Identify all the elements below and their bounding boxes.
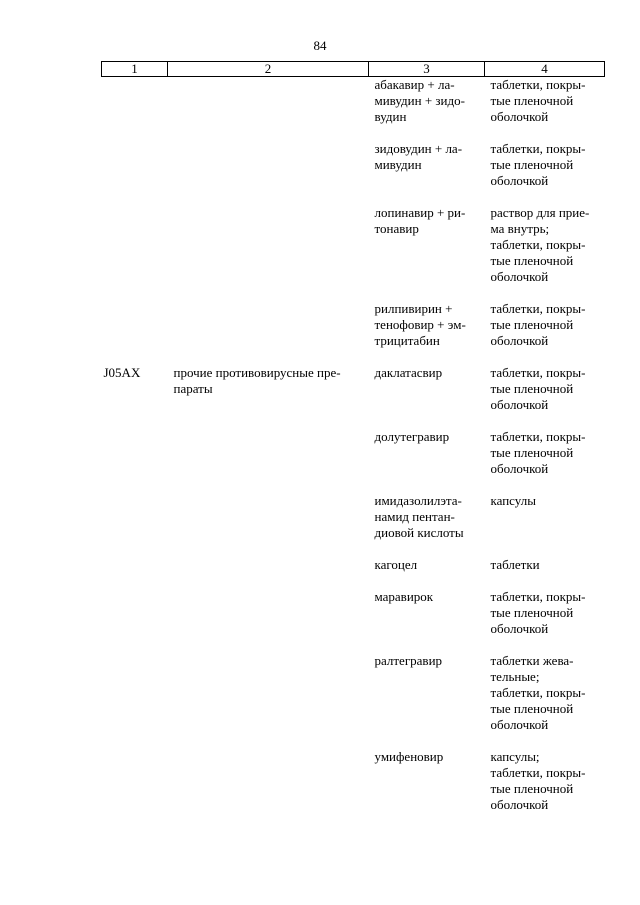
drug-name-cell bbox=[369, 749, 485, 829]
pharma-group-cell bbox=[168, 141, 369, 205]
cell-line: таблетки, покры- bbox=[490, 301, 586, 316]
cell-line: параты bbox=[173, 381, 213, 396]
cell-line: таблетки, покры- bbox=[490, 77, 586, 92]
drug-name-cell bbox=[369, 365, 485, 429]
drug-name-cell bbox=[369, 493, 485, 557]
table-row bbox=[102, 557, 605, 589]
pharma-group-cell bbox=[168, 77, 369, 142]
atc-code-cell: J05AX bbox=[103, 365, 141, 380]
cell-line: трицитабин bbox=[374, 333, 440, 348]
dosage-form-cell bbox=[485, 557, 605, 589]
cell-line: оболочкой bbox=[490, 397, 549, 412]
dosage-form-cell bbox=[485, 365, 605, 429]
cell-line: зидовудин + ла- bbox=[374, 141, 463, 156]
atc-code-cell bbox=[102, 301, 168, 365]
cell-line: таблетки, покры- bbox=[490, 365, 586, 380]
dosage-form-cell bbox=[485, 589, 605, 653]
header-col-4: 4 bbox=[485, 62, 605, 77]
header-col-3: 3 bbox=[369, 62, 485, 77]
cell-line: тые пленочной bbox=[490, 253, 574, 268]
dosage-form-cell bbox=[485, 205, 605, 301]
table-row bbox=[102, 77, 605, 142]
drug-name-cell bbox=[369, 557, 485, 589]
cell-line: диовой кислоты bbox=[374, 525, 464, 540]
table-row bbox=[102, 589, 605, 653]
cell-line: тые пленочной bbox=[490, 157, 574, 172]
atc-code-cell bbox=[102, 749, 168, 829]
drug-name-cell bbox=[369, 589, 485, 653]
cell-line: капсулы bbox=[490, 493, 536, 508]
table-row bbox=[102, 749, 605, 829]
cell-line: намид пентан- bbox=[374, 509, 455, 524]
table-row bbox=[102, 365, 605, 429]
dosage-form-cell bbox=[485, 749, 605, 829]
cell-line: оболочкой bbox=[490, 797, 549, 812]
pharma-group-cell bbox=[168, 749, 369, 829]
dosage-form-cell bbox=[485, 77, 605, 142]
cell-line: ма внутрь; bbox=[490, 221, 550, 236]
cell-line: умифеновир bbox=[374, 749, 444, 764]
cell-line: оболочкой bbox=[490, 621, 549, 636]
cell-line: оболочкой bbox=[490, 333, 549, 348]
cell-line: капсулы; bbox=[490, 749, 540, 764]
table-header bbox=[102, 62, 605, 77]
cell-line: тые пленочной bbox=[490, 93, 574, 108]
drug-table bbox=[101, 61, 605, 829]
pharma-group-cell bbox=[168, 493, 369, 557]
dosage-form-cell bbox=[485, 141, 605, 205]
cell-line: мивудин bbox=[374, 157, 422, 172]
cell-line: оболочкой bbox=[490, 461, 549, 476]
dosage-form-cell bbox=[485, 653, 605, 749]
cell-line: маравирок bbox=[374, 589, 434, 604]
drug-name-cell bbox=[369, 653, 485, 749]
cell-line: тые пленочной bbox=[490, 317, 574, 332]
atc-code-cell bbox=[102, 493, 168, 557]
cell-line: тые пленочной bbox=[490, 701, 574, 716]
cell-line: даклатасвир bbox=[374, 365, 443, 380]
cell-line: имидазолилэта- bbox=[374, 493, 462, 508]
pharma-group-cell bbox=[168, 589, 369, 653]
cell-line: раствор для прие- bbox=[490, 205, 590, 220]
table-row bbox=[102, 493, 605, 557]
table-row bbox=[102, 141, 605, 205]
cell-line: рилпивирин + bbox=[374, 301, 453, 316]
cell-line: оболочкой bbox=[490, 173, 549, 188]
cell-line: абакавир + ла- bbox=[374, 77, 455, 92]
cell-line: оболочкой bbox=[490, 269, 549, 284]
atc-code-cell bbox=[102, 589, 168, 653]
pharma-group-cell bbox=[168, 365, 369, 429]
cell-line: тонавир bbox=[374, 221, 419, 236]
atc-code-cell bbox=[102, 77, 168, 142]
cell-line: оболочкой bbox=[490, 717, 549, 732]
table-row bbox=[102, 301, 605, 365]
table-row bbox=[102, 205, 605, 301]
cell-line: таблетки, покры- bbox=[490, 429, 586, 444]
pharma-group-cell bbox=[168, 301, 369, 365]
cell-line: тые пленочной bbox=[490, 445, 574, 460]
cell-line: таблетки, покры- bbox=[490, 589, 586, 604]
cell-line: мивудин + зидо- bbox=[374, 93, 465, 108]
cell-line: оболочкой bbox=[490, 109, 549, 124]
page-number: 84 bbox=[313, 38, 327, 53]
cell-line: кагоцел bbox=[374, 557, 418, 572]
table-row bbox=[102, 429, 605, 493]
cell-line: тые пленочной bbox=[490, 781, 574, 796]
pharma-group-cell bbox=[168, 653, 369, 749]
dosage-form-cell bbox=[485, 493, 605, 557]
dosage-form-cell bbox=[485, 301, 605, 365]
cell-line: таблетки bbox=[490, 557, 540, 572]
table-body bbox=[102, 77, 605, 830]
cell-line: лопинавир + ри- bbox=[374, 205, 466, 220]
cell-line: тые пленочной bbox=[490, 381, 574, 396]
pharma-group-cell bbox=[168, 205, 369, 301]
cell-line: таблетки, покры- bbox=[490, 141, 586, 156]
cell-line: таблетки, покры- bbox=[490, 765, 586, 780]
atc-code-cell bbox=[102, 429, 168, 493]
cell-line: таблетки жева- bbox=[490, 653, 574, 668]
cell-line: таблетки, покры- bbox=[490, 237, 586, 252]
atc-code-cell bbox=[102, 653, 168, 749]
cell-line: прочие противовирусные пре- bbox=[173, 365, 341, 380]
atc-code-cell bbox=[102, 557, 168, 589]
drug-name-cell bbox=[369, 301, 485, 365]
table-row bbox=[102, 653, 605, 749]
drug-name-cell bbox=[369, 141, 485, 205]
header-col-1: 1 bbox=[102, 62, 168, 77]
drug-name-cell bbox=[369, 77, 485, 142]
cell-line: вудин bbox=[374, 109, 407, 124]
cell-line: тенофовир + эм- bbox=[374, 317, 466, 332]
drug-name-cell bbox=[369, 205, 485, 301]
pharma-group-cell bbox=[168, 557, 369, 589]
pharma-group-cell bbox=[168, 429, 369, 493]
cell-line: ралтегравир bbox=[374, 653, 443, 668]
cell-line: тые пленочной bbox=[490, 605, 574, 620]
dosage-form-cell bbox=[485, 429, 605, 493]
header-col-2: 2 bbox=[168, 62, 369, 77]
drug-name-cell bbox=[369, 429, 485, 493]
cell-line: долутегравир bbox=[374, 429, 450, 444]
cell-line: таблетки, покры- bbox=[490, 685, 586, 700]
atc-code-cell bbox=[102, 205, 168, 301]
cell-line: тельные; bbox=[490, 669, 540, 684]
atc-code-cell bbox=[102, 141, 168, 205]
